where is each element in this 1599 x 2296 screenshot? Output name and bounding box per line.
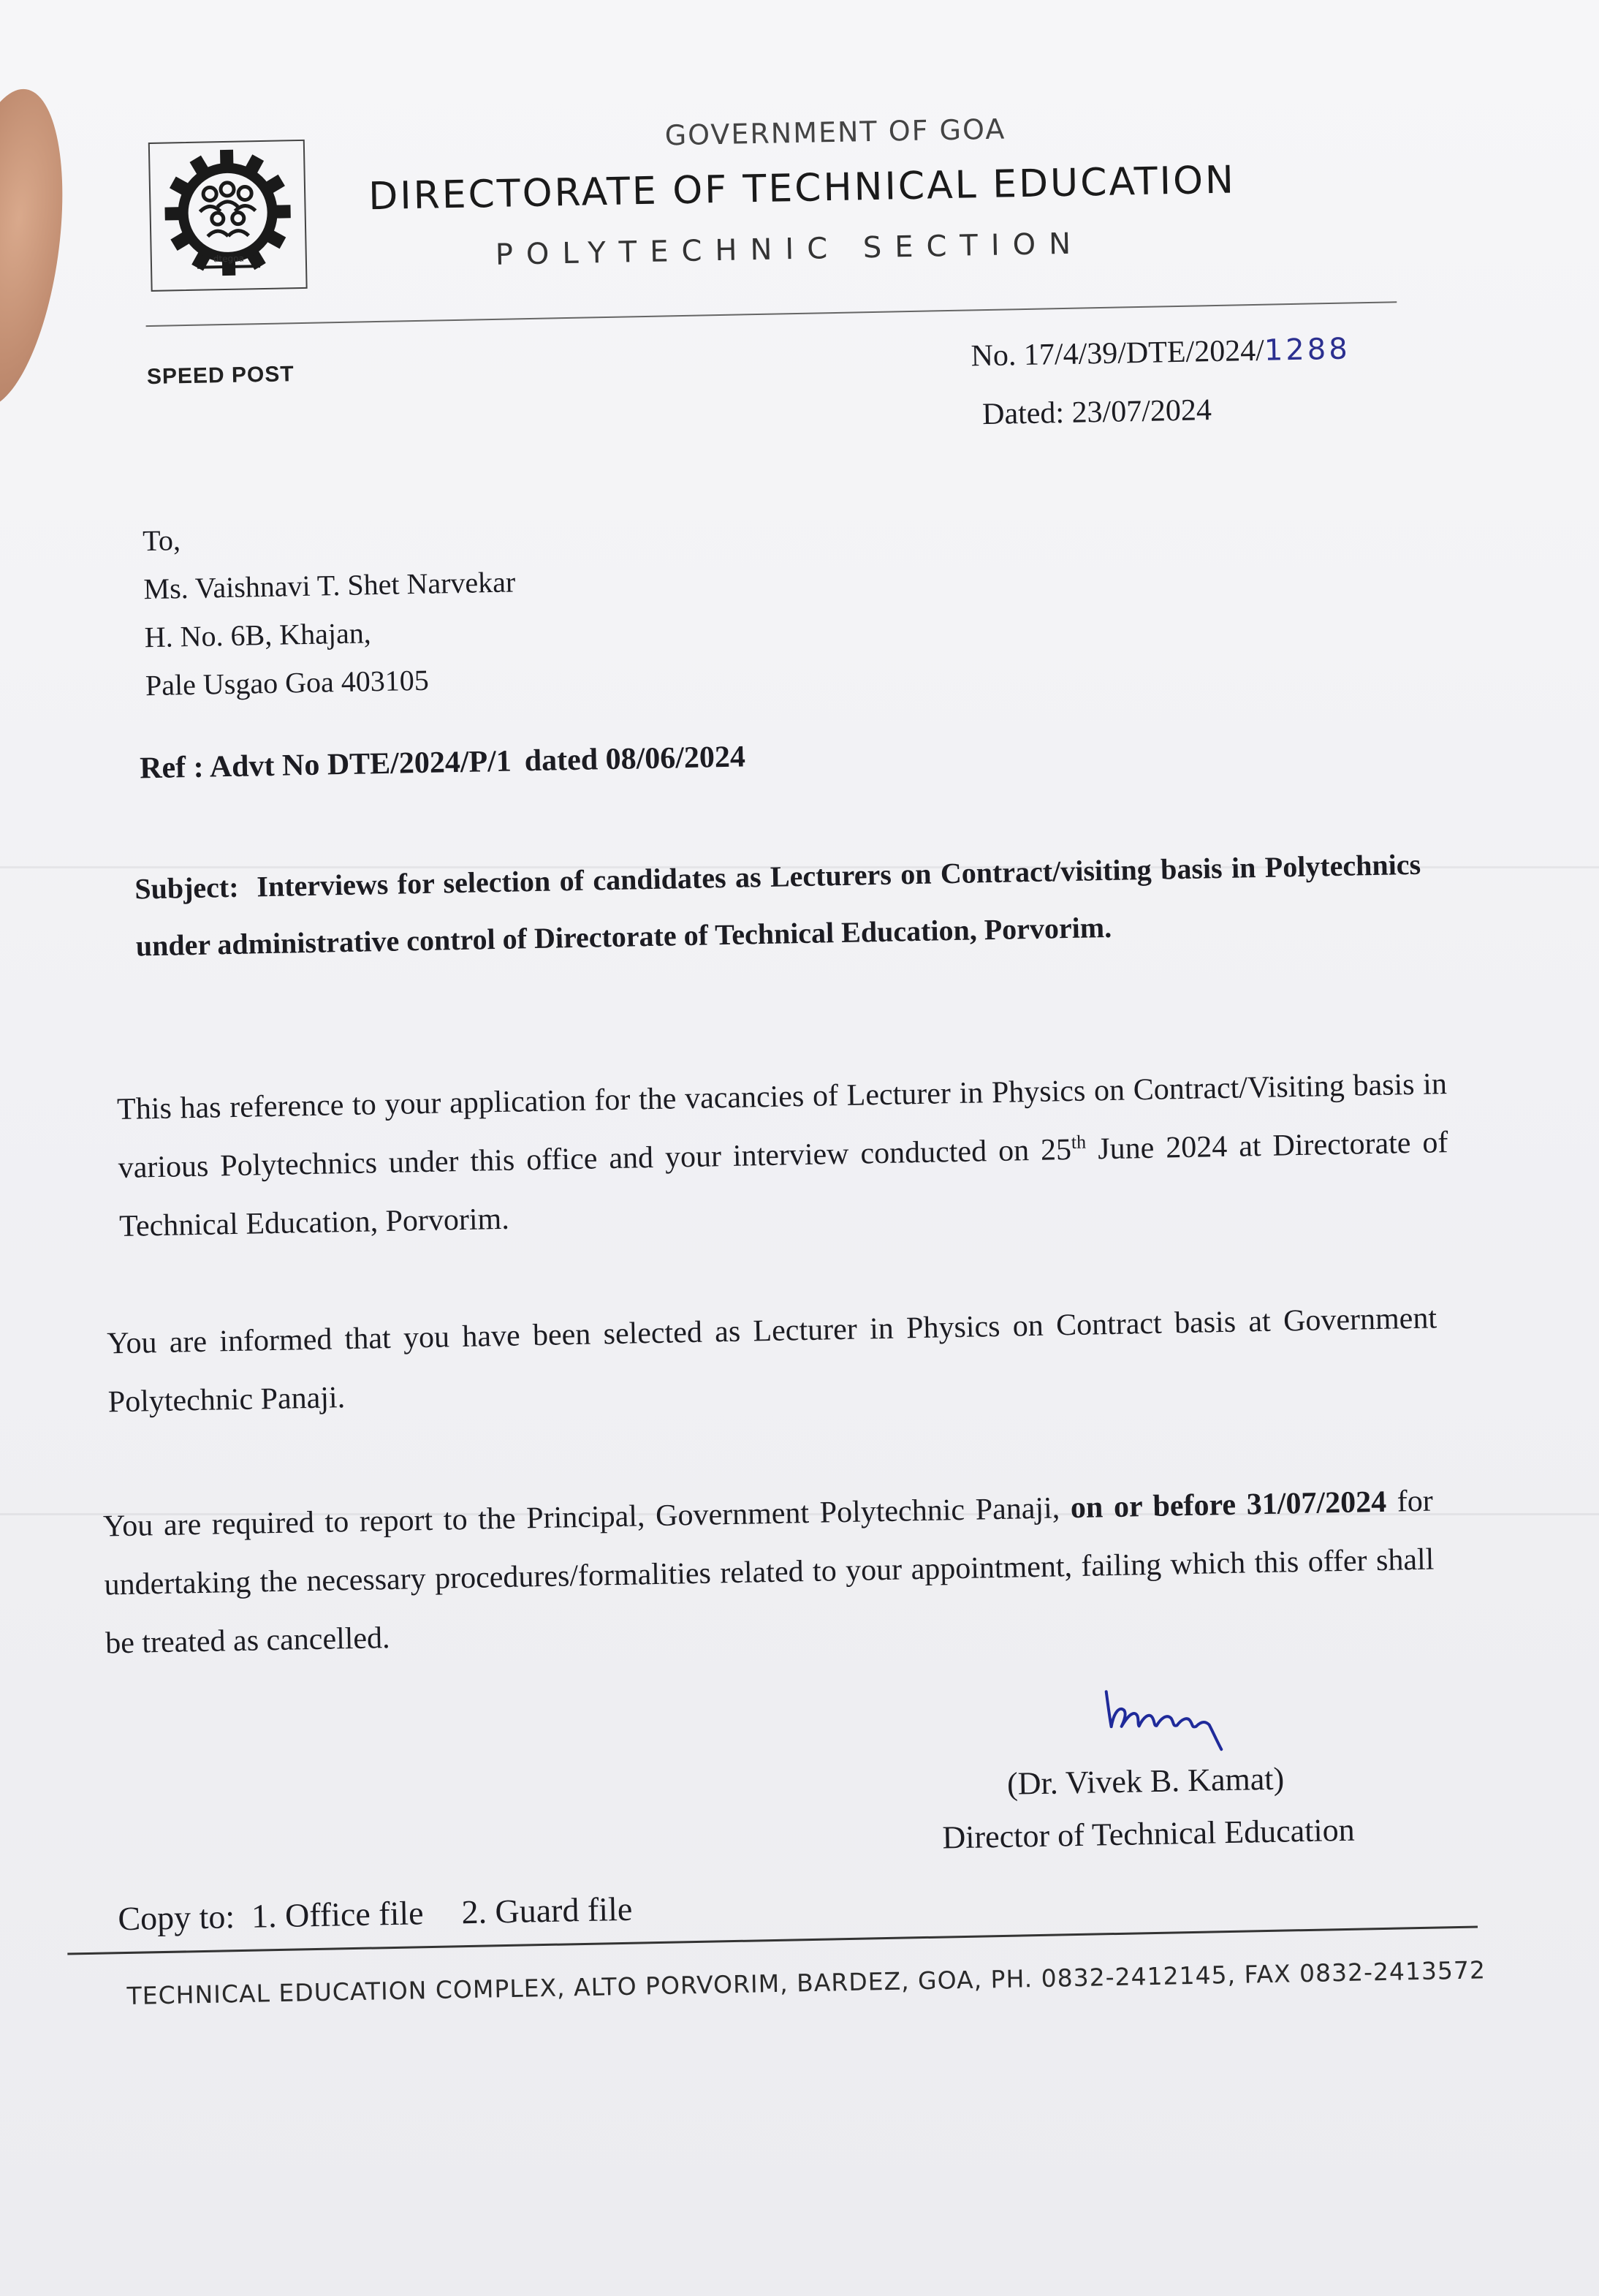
- reference-line: [140, 739, 746, 786]
- header-divider: [146, 301, 1397, 327]
- letter-number-printed: No. 17/4/39/DTE/2024/: [971, 333, 1265, 374]
- reference-advt: Advt No DTE/2024/P/1: [209, 744, 512, 784]
- deadline-date: 31/07/2024: [1246, 1485, 1387, 1522]
- copy-to-label: Copy to:: [117, 1898, 235, 1938]
- svg-text:dtegoa: dtegoa: [213, 253, 244, 265]
- paragraph-text: June 2024 at Directorate of Technical Education, Porvorim.: [118, 1126, 1448, 1244]
- paragraph-text: You are required to report to the Principal, Government Polytechnic Panaji,: [102, 1491, 1071, 1544]
- handwritten-signature: [1100, 1673, 1233, 1756]
- letter-number-handwritten: 1288: [1264, 332, 1351, 368]
- reference-label: Ref :: [139, 750, 205, 786]
- deadline-phrase: on or before: [1070, 1488, 1237, 1526]
- letter-date: Dated: 23/07/2024: [981, 393, 1212, 432]
- letter-number: [971, 331, 1351, 374]
- signatory-name: (Dr. Vivek B. Kamat): [1006, 1760, 1285, 1802]
- body-paragraph-reference: [116, 1055, 1449, 1256]
- reference-date: dated 08/06/2024: [524, 740, 746, 778]
- directorate-heading: DIRECTORATE OF TECHNICAL EDUCATION: [368, 158, 1237, 219]
- government-heading: GOVERNMENT OF GOA: [664, 113, 1006, 152]
- copy-to-item: 2. Guard file: [461, 1890, 633, 1931]
- body-paragraph-reporting: [102, 1472, 1435, 1673]
- signatory-title: Director of Technical Education: [942, 1811, 1356, 1856]
- speed-post-label: SPEED POST: [146, 362, 295, 390]
- ordinal-suffix: th: [1071, 1131, 1087, 1153]
- subject-paragraph: [134, 836, 1423, 975]
- address-line: H. No. 6B, Khajan,: [144, 616, 372, 654]
- copy-to-line: [118, 1890, 633, 1939]
- paragraph-text: for undertaking the necessary procedures/formalities related to your appointment, failing which this offer shall be treated as cancelled.: [104, 1484, 1435, 1661]
- paragraph-text: This has reference to your application for the vacancies of Lecturer in Physics on Contract/Visiting basis in various Polytechnics under this office and your interview conducted on 25: [116, 1067, 1448, 1186]
- dte-logo: [148, 140, 308, 292]
- footer-address: TECHNICAL EDUCATION COMPLEX, ALTO PORVORIM, BARDEZ, GOA, PH. 0832-2412145, FAX 0832-2413572: [126, 1955, 1486, 2011]
- subject-label: Subject:: [134, 870, 240, 906]
- section-heading: POLYTECHNIC SECTION: [495, 227, 1085, 272]
- address-line: Pale Usgao Goa 403105: [145, 663, 430, 702]
- subject-text: Interviews for selection of candidates as Lecturers on Contract/visiting basis in Polytechnics under administrative control of Directorate of Technical Education, Porvorim.: [135, 847, 1421, 963]
- recipient-address: [143, 509, 518, 710]
- salutation-to: To,: [142, 523, 181, 558]
- body-paragraph-selection: You are informed that you have been selected as Lecturer in Physics on Contract basis at Government Polytechnic Panaji.: [106, 1301, 1437, 1420]
- gear-emblem-icon: [150, 141, 306, 290]
- copy-to-item: 1. Office file: [251, 1894, 425, 1935]
- recipient-name: Ms. Vaishnavi T. Shet Narvekar: [143, 565, 516, 606]
